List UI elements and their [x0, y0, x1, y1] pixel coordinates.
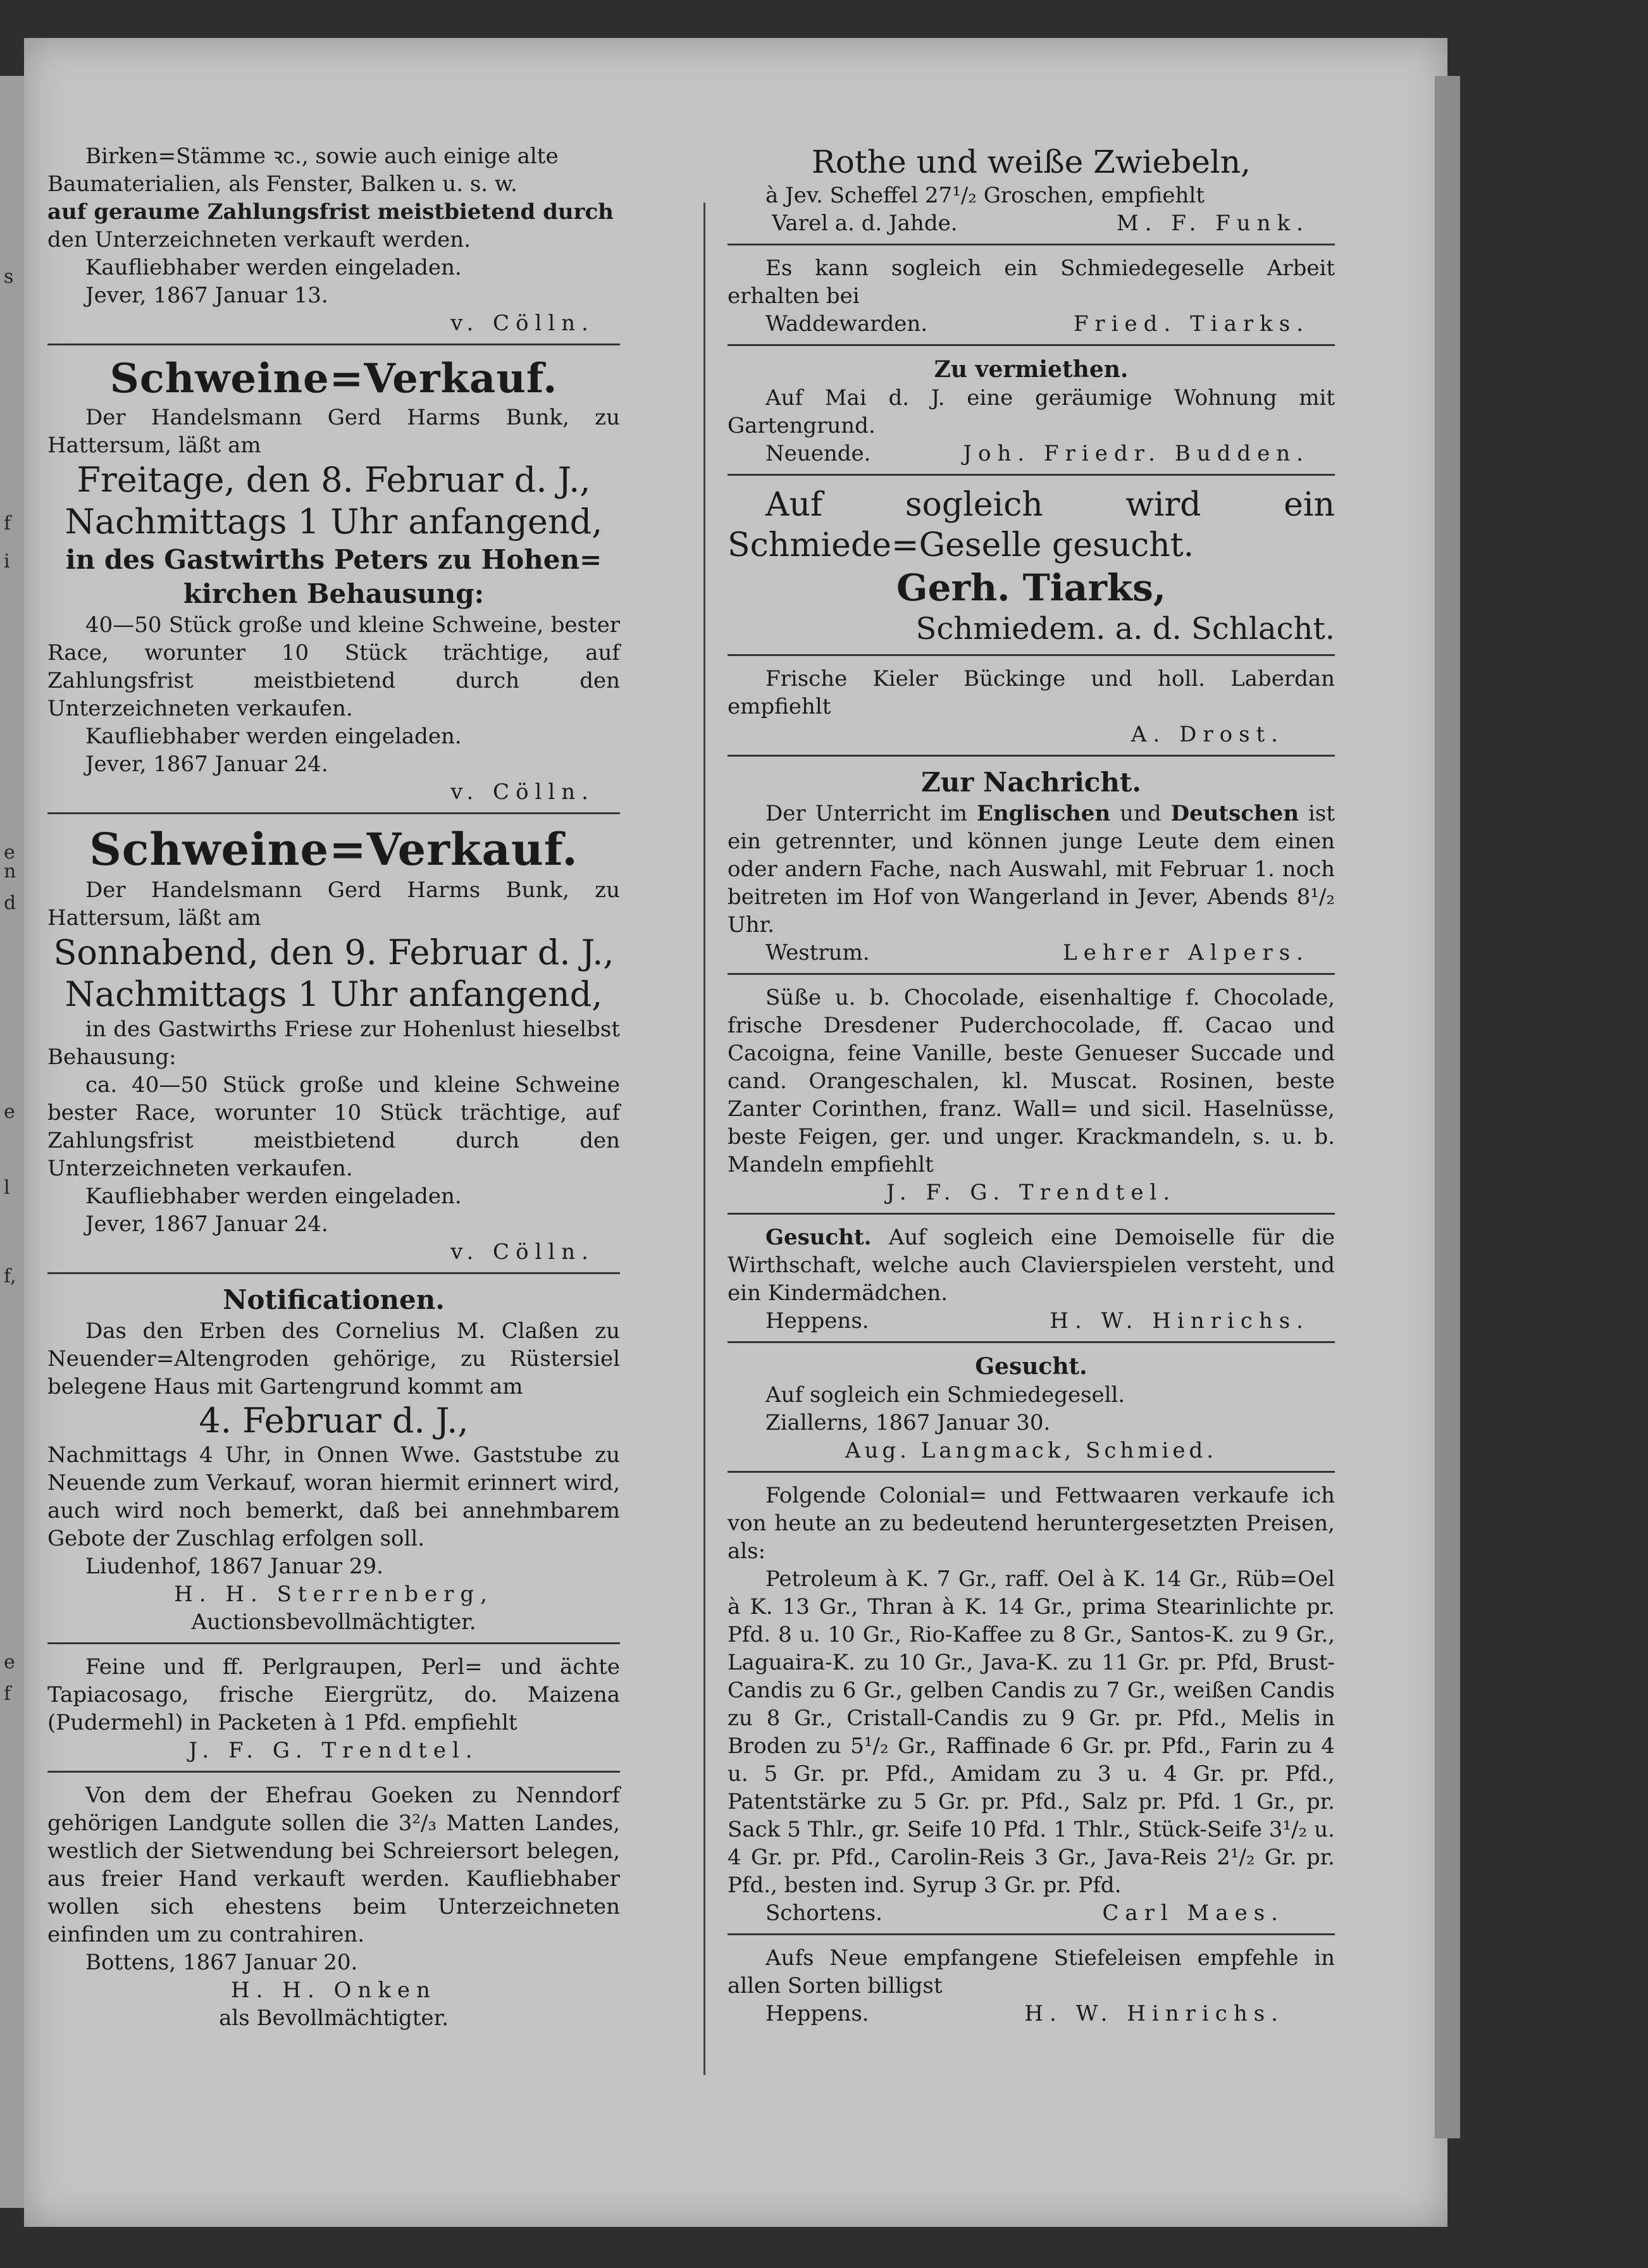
ad-smith-apprentice-wanted	[728, 1352, 1335, 1465]
ad-title: Gesucht.	[975, 1353, 1087, 1380]
ad-time: Nachmittags 1 Uhr anfangend,	[65, 502, 603, 542]
ad-birch-sale	[47, 142, 620, 337]
signature-role: als Bevollmächtigter.	[219, 2005, 449, 2031]
ad-body: ca. 40—50 Stück große und kleine Schweine bester Race, worunter 10 Stück trächtige, auf Zahlungsfrist meistbietend durch den Unterzeichneten verkaufen.	[47, 1072, 620, 1181]
text: ist ein getrennter, und können junge Leute dem einen oder andern Fache, nach Auswahl, mit Februar 1. noch beitreten im Hof von Wangerland in Jever, Abends 8¹/₂ Uhr.	[728, 801, 1335, 938]
ad-line: Kaufliebhaber werden eingeladen.	[85, 255, 462, 280]
signature: v. Cölln.	[450, 779, 595, 805]
place: Waddewarden.	[765, 311, 928, 337]
divider	[728, 755, 1335, 757]
divider	[728, 474, 1335, 476]
divider	[728, 344, 1335, 346]
ad-price-list: Petroleum à K. 7 Gr., raff. Oel à K. 14 Gr., Rüb=Oel à K. 13 Gr., Thran à K. 14 Gr., prima Stearinlichte pr. Pfd. 8 u. 10 Gr., Rio-Kaffee zu 8 Gr., Santos-K. zu 9 Gr., Laguaira-K. zu 10 Gr., Java-K. zu 11 Gr. pr. Pfd, Brust-Candis zu 6 Gr., gelben Candis zu 7 Gr., weißen Candis zu 8 Gr., Cristall-Candis zu 9 Gr. pr. Pfd., Melis in Broden zu 5¹/₂ Gr., Raffinade 6 Gr. pr. Pfd., Farin zu 4 u. 5 Gr. pr. Pfd., Amidam zu 3 u. 4 Gr. pr. Pfd., Patentstärke zu 5 Gr. pr. Pfd., Salz pr. Pfd. 1 Gr., pr. Sack 5 Thlr., gr. Seife 10 Pfd. 1 Thlr., Stück-Seife 3¹/₂ u. 4 Gr. pr. Pfd., Carolin-Reis 3 Gr., Java-Reis 2¹/₂ Gr. pr. Pfd., besten ind. Syrup 3 Gr. pr. Pfd.	[728, 1566, 1335, 1898]
margin-fragment: e	[4, 841, 15, 864]
ad-name: Gerh. Tiarks,	[896, 566, 1166, 609]
ad-colonial-goods	[728, 1482, 1335, 1927]
margin-fragment: f	[4, 512, 11, 535]
text: und	[1110, 801, 1171, 826]
ad-pig-sale-2	[47, 823, 620, 1266]
ad-signature-row	[728, 1899, 1335, 1927]
column-divider	[703, 202, 705, 2075]
ad-role: Schmiedem. a. d. Schlacht.	[915, 611, 1335, 647]
ad-place: kirchen Behausung:	[183, 578, 485, 609]
ad-dateline: Ziallerns, 1867 Januar 30.	[765, 1410, 1051, 1435]
text: Auf sogleich eine Demoiselle für die Wirthschaft, welche auch Clavierspielen versteht, und ein Kindermädchen.	[728, 1225, 1335, 1306]
ad-invite: Kaufliebhaber werden eingeladen.	[85, 1184, 462, 1209]
ad-signature-row	[728, 310, 1335, 338]
ad-title: Schweine=Verkauf.	[109, 355, 558, 402]
ad-line: auf geraume Zahlungsfrist meistbietend durch	[47, 199, 614, 225]
signature: Joh. Friedr. Budden.	[963, 441, 1310, 466]
margin-fragment: d	[4, 892, 16, 914]
ad-body: à Jev. Scheffel 27¹/₂ Groschen, empfiehlt	[765, 183, 1205, 208]
ad-lessons	[728, 765, 1335, 967]
ad-date: Freitage, den 8. Februar d. J.,	[77, 460, 591, 500]
ad-fish	[728, 665, 1335, 748]
ad-land-sale	[47, 1782, 620, 2032]
ad-signature-row	[728, 939, 1335, 967]
ad-body: Aufs Neue empfangene Stiefeleisen empfehle in allen Sorten billigst	[728, 1945, 1335, 1998]
signature: H. H. Sterrenberg,	[174, 1582, 493, 1607]
divider	[728, 244, 1335, 245]
signature: H. W. Hinrichs.	[1024, 2001, 1284, 2026]
ad-title: Zu vermiethen.	[934, 356, 1129, 383]
signature: A. Drost.	[1131, 722, 1284, 747]
divider	[728, 973, 1335, 975]
divider	[728, 1933, 1335, 1935]
divider	[728, 1341, 1335, 1343]
ad-dateline: Liudenhof, 1867 Januar 29.	[85, 1554, 383, 1579]
place: Westrum.	[765, 940, 870, 965]
signature: Fried. Tiarks.	[1073, 311, 1310, 337]
signature: Carl Maes.	[1102, 1900, 1284, 1926]
right-column	[728, 142, 1335, 2028]
ad-body: Es kann sogleich ein Schmiedegeselle Arbeit erhalten bei	[728, 256, 1335, 309]
ad-body	[728, 1224, 1335, 1307]
ad-signature-row	[728, 209, 1335, 237]
divider	[728, 1213, 1335, 1215]
ad-dateline: Jever, 1867 Januar 24.	[85, 1211, 328, 1237]
signature: H. W. Hinrichs.	[1050, 1308, 1310, 1334]
ad-dateline: Jever, 1867 Januar 24.	[85, 752, 328, 777]
margin-fragment: f,	[4, 1265, 16, 1287]
divider	[47, 812, 620, 814]
ad-body	[728, 800, 1335, 939]
divider	[47, 1642, 620, 1644]
margin-fragment: l	[4, 1177, 10, 1199]
ad-line: Jever, 1867 Januar 13.	[85, 283, 328, 308]
margin-fragment: e	[4, 1651, 15, 1673]
ad-place: in des Gastwirths Friese zur Hohenlust hieselbst Behausung:	[47, 1017, 620, 1070]
margin-fragment: n	[4, 860, 16, 883]
ad-smith-job	[728, 254, 1335, 338]
ad-pig-sale-1	[47, 354, 620, 806]
signature: v. Cölln.	[450, 311, 595, 336]
ad-body: Auf sogleich wird ein Schmiede=Geselle gesucht.	[728, 486, 1335, 564]
signature-role: Auctionsbevollmächtigter.	[191, 1609, 476, 1635]
ad-place: in des Gastwirths Peters zu Hohen=	[65, 544, 602, 575]
ad-intro: Folgende Colonial= und Fettwaaren verkaufe ich von heute an zu bedeutend heruntergesetzten Preisen, als:	[728, 1483, 1335, 1564]
ad-body: Süße u. b. Chocolade, eisenhaltige f. Chocolade, frische Dresdener Puderchocolade, ff. Cacao und Cacoigna, feine Vanille, beste Genueser Succade und cand. Orangeschalen, kl. Muscat. Rosinen, beste Zanter Corinthen, franz. Wall= und sicil. Haselnüsse, beste Feigen, ger. und unger. Krackmandeln, s. u. b. Mandeln empfiehlt	[728, 985, 1335, 1177]
place: Schortens.	[765, 1900, 883, 1926]
ad-intro: Der Handelsmann Gerd Harms Bunk, zu Hattersum, läßt am	[47, 877, 620, 931]
ad-line: Baumaterialien, als Fenster, Balken u. s. w.	[47, 171, 517, 197]
signature: v. Cölln.	[450, 1239, 595, 1265]
place: Heppens.	[765, 2001, 869, 2026]
text: Der Unterricht im	[765, 801, 977, 826]
ad-signature-row	[728, 2000, 1335, 2028]
margin-fragment: f	[4, 1683, 11, 1705]
place: Neuende.	[765, 441, 871, 466]
ad-smith-wanted	[728, 485, 1335, 648]
place: Varel a. d. Jahde.	[772, 211, 958, 236]
ad-time: Nachmittags 1 Uhr anfangend,	[65, 974, 603, 1014]
signature: Lehrer Alpers.	[1063, 940, 1310, 965]
ad-body: Auf sogleich ein Schmiedegesell.	[765, 1382, 1125, 1408]
signature: H. H. Onken	[231, 1978, 437, 2003]
ad-line: den Unterzeichneten verkauft werden.	[47, 227, 471, 252]
ad-title: Rothe und weiße Zwiebeln,	[812, 144, 1251, 180]
signature: M. F. Funk.	[1116, 211, 1310, 236]
ad-notifications	[47, 1283, 620, 1636]
ad-line: Birken=Stämme ꝛc., sowie auch einige alte	[85, 144, 559, 169]
left-column	[47, 142, 620, 2032]
margin-fragment: s	[4, 266, 14, 288]
margin-fragment: e	[4, 1101, 15, 1123]
text-bold: Gesucht.	[765, 1225, 872, 1250]
ad-date: 4. Februar d. J.,	[199, 1401, 469, 1441]
divider	[47, 1272, 620, 1274]
ad-body: Auf Mai d. J. eine geräumige Wohnung mit Gartengrund.	[728, 385, 1335, 438]
ad-invite: Kaufliebhaber werden eingeladen.	[85, 724, 462, 749]
place: Heppens.	[765, 1308, 869, 1334]
ad-chocolate	[728, 984, 1335, 1206]
ad-signature-row	[728, 440, 1335, 468]
ad-intro: Der Handelsmann Gerd Harms Bunk, zu Hattersum, läßt am	[47, 405, 620, 458]
ad-boot-irons	[728, 1944, 1335, 2028]
ad-body: Von dem der Ehefrau Goeken zu Nenndorf gehörigen Landgute sollen die 3²/₃ Matten Landes, westlich der Sietwendung bei Schreiersort belegen, aus freier Hand verkauft werden. Kaufliebhaber wollen sich ehestens beim Unterzeichneten einfinden um zu contrahiren.	[47, 1783, 620, 1947]
ad-body: Feine und ff. Perlgraupen, Perl= und ächte Tapiacosago, frische Eiergrütz, do. Maizena (Pudermehl) in Packeten à 1 Pfd. empfiehlt	[47, 1654, 620, 1735]
text-bold: Deutschen	[1170, 801, 1299, 826]
ad-body: Das den Erben des Cornelius M. Claßen zu Neuender=Altengroden gehörige, zu Rüstersiel belegene Haus mit Gartengrund kommt am	[47, 1318, 620, 1399]
ad-title: Zur Nachricht.	[921, 767, 1141, 798]
ad-pearl-barley	[47, 1653, 620, 1764]
ad-body: Nachmittags 4 Uhr, in Onnen Wwe. Gaststube zu Neuende zum Verkauf, woran hiermit erinnert wird, auch wird noch bemerkt, daß bei annehmbarem Gebote der Zuschlag erfolgen soll.	[47, 1442, 620, 1551]
ad-title: Notificationen.	[223, 1284, 445, 1315]
margin-fragment: i	[4, 550, 10, 573]
ad-for-rent	[728, 355, 1335, 468]
ad-signature-row	[728, 1307, 1335, 1335]
signature: Aug. Langmack, Schmied.	[845, 1438, 1218, 1463]
divider	[47, 1771, 620, 1773]
ad-body: Frische Kieler Bückinge und holl. Laberdan empfiehlt	[728, 666, 1335, 719]
signature: J. F. G. Trendtel.	[189, 1738, 479, 1763]
signature: J. F. G. Trendtel.	[886, 1180, 1177, 1205]
ad-onions	[728, 142, 1335, 237]
ad-demoiselle-wanted	[728, 1224, 1335, 1335]
page-edge	[1435, 76, 1460, 2138]
divider	[728, 1471, 1335, 1473]
ad-body: 40—50 Stück große und kleine Schweine, bester Race, worunter 10 Stück trächtige, auf Zahlungsfrist meistbietend durch den Unterzeichneten verkaufen.	[47, 612, 620, 721]
divider	[728, 654, 1335, 656]
ad-title: Schweine=Verkauf.	[89, 823, 578, 876]
text-bold: Englischen	[976, 801, 1111, 826]
ad-date: Sonnabend, den 9. Februar d. J.,	[53, 933, 614, 972]
ad-dateline: Bottens, 1867 Januar 20.	[85, 1950, 358, 1975]
divider	[47, 344, 620, 345]
